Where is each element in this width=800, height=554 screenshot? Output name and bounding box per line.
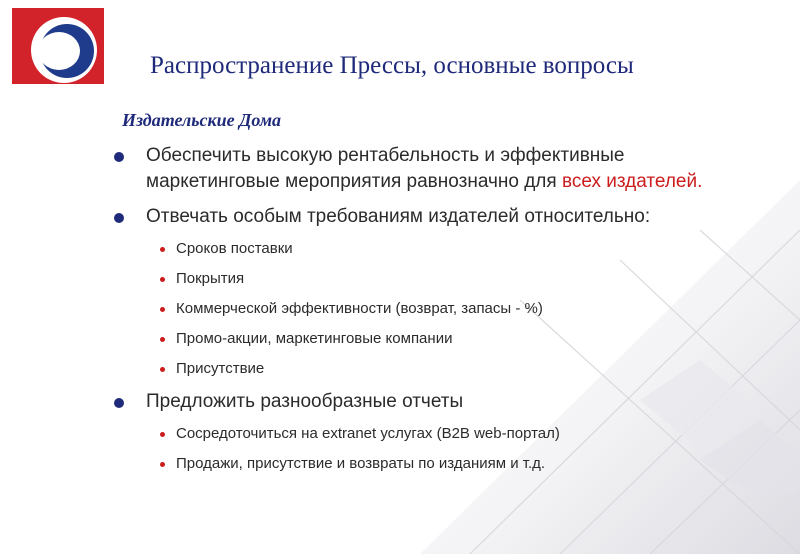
sub-bullet-dot-icon (160, 432, 165, 437)
sub-bullet-item: Покрытия (112, 269, 762, 289)
bullet-item (112, 389, 762, 415)
bullet-dot-icon (114, 152, 124, 162)
bullet-item (112, 204, 762, 230)
sub-bullet-dot-icon (160, 462, 165, 467)
bullet-text: Отвечать особым требованиям издателей относительно: (146, 206, 651, 227)
sub-bullet-dot-icon (160, 367, 165, 372)
sub-bullet-dot-icon (160, 247, 165, 252)
bullet-text: Предложить разнообразные отчеты (146, 391, 464, 412)
sub-bullet-item: Сроков поставки (112, 239, 762, 259)
sub-bullet-item: Сосредоточиться на extranet услугах (B2B web-портал) (112, 424, 762, 444)
section-heading: Издательские Дома (122, 110, 282, 130)
slide-title: Распространение Прессы, основные вопросы (150, 52, 634, 79)
bullet-item (112, 143, 762, 195)
bullet-dot-icon (114, 398, 124, 408)
bullet-dot-icon (114, 213, 124, 223)
sub-bullet-item: Промо-акции, маркетинговые компании (112, 329, 762, 349)
company-logo (12, 8, 104, 84)
sub-bullet-list (112, 424, 762, 474)
sub-bullet-dot-icon (160, 277, 165, 282)
sub-bullet-item: Присутствие (112, 359, 762, 379)
sub-bullet-dot-icon (160, 337, 165, 342)
bullet-list (112, 143, 762, 484)
bullet-text: Обеспечить высокую рентабельность и эффективные маркетинговые мероприятия равнозначно для (146, 145, 625, 192)
sub-bullet-item: Продажи, присутствие и возвраты по изданиям и т.д. (112, 454, 762, 474)
sub-bullet-list (112, 239, 762, 379)
sub-bullet-dot-icon (160, 307, 165, 312)
sub-bullet-item: Коммерческой эффективности (возврат, запасы - %) (112, 299, 762, 319)
bullet-highlight: всех издателей. (561, 171, 703, 192)
